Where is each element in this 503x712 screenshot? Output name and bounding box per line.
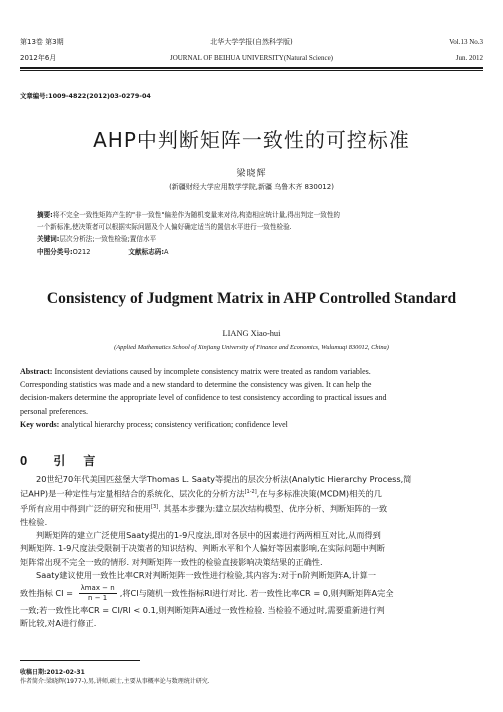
p3-line1: Saaty建议使用一致性比率CR对判断矩阵一致性进行检验,其内容为:对于n阶判断矩阵A,计算一	[36, 569, 377, 580]
p1-line3-text: 乎所有应用中得到广泛的研究和使用	[20, 503, 152, 514]
author-en: LIANG Xiao-hui	[222, 329, 281, 338]
keywords-en-label: Key words:	[20, 419, 60, 429]
p3-line2-text-b: ,将CI与随机一致性指标RI进行对比. 若一致性比率CR = 0,则判断矩阵A完全	[119, 588, 394, 599]
p1-line4: 性检验.	[20, 517, 48, 528]
keywords-cn-label: 关键词:	[37, 235, 60, 244]
affiliation-en: (Applied Mathematics School of Xinjiang University of Finance and Economics, Wulumuqi 830012, China)	[114, 344, 389, 351]
abstract-en-text1: Inconsistent deviations caused by incomplete consistency matrix were treated as random variables.	[54, 367, 371, 376]
keywords-cn-text: 层次分析法;一致性检验;置信水平	[59, 235, 157, 244]
p1-line1: 20世纪70年代美国匹兹堡大学Thomas L. Saaty等提出的层次分析法(Analytic Hierarchy Process,简	[36, 474, 412, 484]
journal-name-cn: 北华大学学报(自然科学版)	[210, 38, 293, 46]
volume-issue-cn: 第13卷 第3期	[20, 38, 64, 46]
abstract-cn-label: 摘要:	[37, 211, 53, 219]
p1-line3	[20, 501, 483, 516]
p1-line2	[20, 486, 483, 501]
header-rule-thin	[20, 70, 483, 71]
abstract-cn-block	[37, 209, 469, 258]
p2-line2: 判断矩阵. 1-9尺度法受限制于决策者的知识结构、判断水平和个人偏好等因素影响,在实际问题中判断	[20, 543, 386, 554]
affiliation-cn: (新疆财经大学应用数学学院,新疆 乌鲁木齐 830012)	[169, 183, 334, 191]
abstract-cn-text1: 将不完全一致性矩阵产生的"非一致性"偏差作为随机变量来对待,构造相应统计量,得出判定一致性的	[52, 211, 341, 219]
keywords-en-text: analytical hierarchy process; consistency verification; confidence level	[61, 419, 288, 429]
paper-title-cn: AHP中判断矩阵一致性的可控标准	[93, 128, 410, 152]
p1-line2-text-b: ,在与多标准决策(MCDM)相关的几	[256, 488, 382, 499]
abstract-en-line2: Corresponding statistics was made and a new standard to determine the consistency was given. It can help the	[20, 380, 372, 390]
paper-title-en: Consistency of Judgment Matrix in AHP Controlled Standard	[46, 290, 457, 307]
journal-name-en: JOURNAL OF BEIHUA UNIVERSITY(Natural Science)	[169, 54, 334, 62]
p1-line2-text: 记AHP)是一种定性与定量相结合的系统化、层次化的分析方法	[20, 488, 245, 499]
p2-line3: 矩阵常出现不完全一致的情形. 对判断矩阵一致性的检验直接影响决策结果的正确性.	[20, 556, 323, 567]
volume-issue-en: Vol.13 No.3	[449, 38, 483, 46]
doc-code-label: 文献标志码:	[128, 247, 164, 256]
citation-1-2: [1-2]	[244, 489, 257, 496]
article-number: 文章编号:1009-4822(2012)03-0279-04	[20, 92, 151, 100]
ci-fraction-denominator: n − 1	[88, 594, 108, 603]
abstract-en-line1	[20, 365, 483, 378]
ci-formula-fraction	[79, 584, 117, 603]
citation-3: [3]	[151, 504, 159, 511]
abstract-en-line4: personal preferences.	[20, 406, 88, 416]
doc-code-value: A	[164, 247, 169, 256]
ci-formula-label: 致性指标 CI =	[20, 588, 73, 599]
section-title: 引言	[53, 454, 114, 468]
date-en: Jun. 2012	[455, 54, 483, 62]
p2-line1: 判断矩阵的建立广泛使用Saaty提出的1-9尺度法,即对各层中的因素进行两两相互对比,从而得到	[36, 530, 381, 541]
abstract-en-label: Abstract:	[20, 367, 53, 376]
intro-body	[20, 473, 483, 631]
abstract-en-block	[20, 365, 483, 431]
received-date: 收稿日期:2012-02-31	[20, 669, 85, 676]
ci-fraction-numerator: λmax − n	[80, 584, 115, 593]
clc-value: O212	[72, 247, 91, 256]
author-cn: 梁晓辉	[236, 169, 267, 179]
keywords-en-line	[20, 418, 483, 431]
footnote	[20, 668, 210, 686]
section-heading	[20, 450, 113, 469]
p1-line3-text-b: . 其基本步骤为:建立层次结构模型、优序分析、判断矩阵的一致	[158, 503, 388, 514]
clc-label: 中图分类号:	[37, 247, 73, 256]
footnote-rule	[20, 660, 140, 661]
p3-line4: 断比较,对A进行修正.	[20, 618, 97, 629]
abstract-cn-line2: 一个新标准,使决策者可以根据实际问题及个人偏好确定适当的置信水平进行一致性检验.	[37, 223, 292, 232]
p3-line2	[20, 582, 483, 604]
p3-line3: 一致;若一致性比率CR = CI/RI < 0.1,则判断矩阵A通过一致性检验. 当检验不通过时,需要重新进行判	[20, 605, 385, 616]
abstract-en-line3: decision-makers determine the appropriate level of confidence to test consistency according to practical issues and	[20, 393, 387, 403]
date-cn: 2012年6月	[20, 54, 57, 62]
header-rule	[20, 67, 483, 69]
classification-line	[37, 246, 469, 258]
keywords-cn-line	[37, 233, 469, 245]
abstract-cn-line1	[37, 209, 469, 221]
section-number: 0	[20, 453, 28, 468]
author-bio: 作者简介:梁晓辉(1977-),男,讲师,硕士,主要从事概率论与数理统计研究.	[20, 678, 210, 685]
